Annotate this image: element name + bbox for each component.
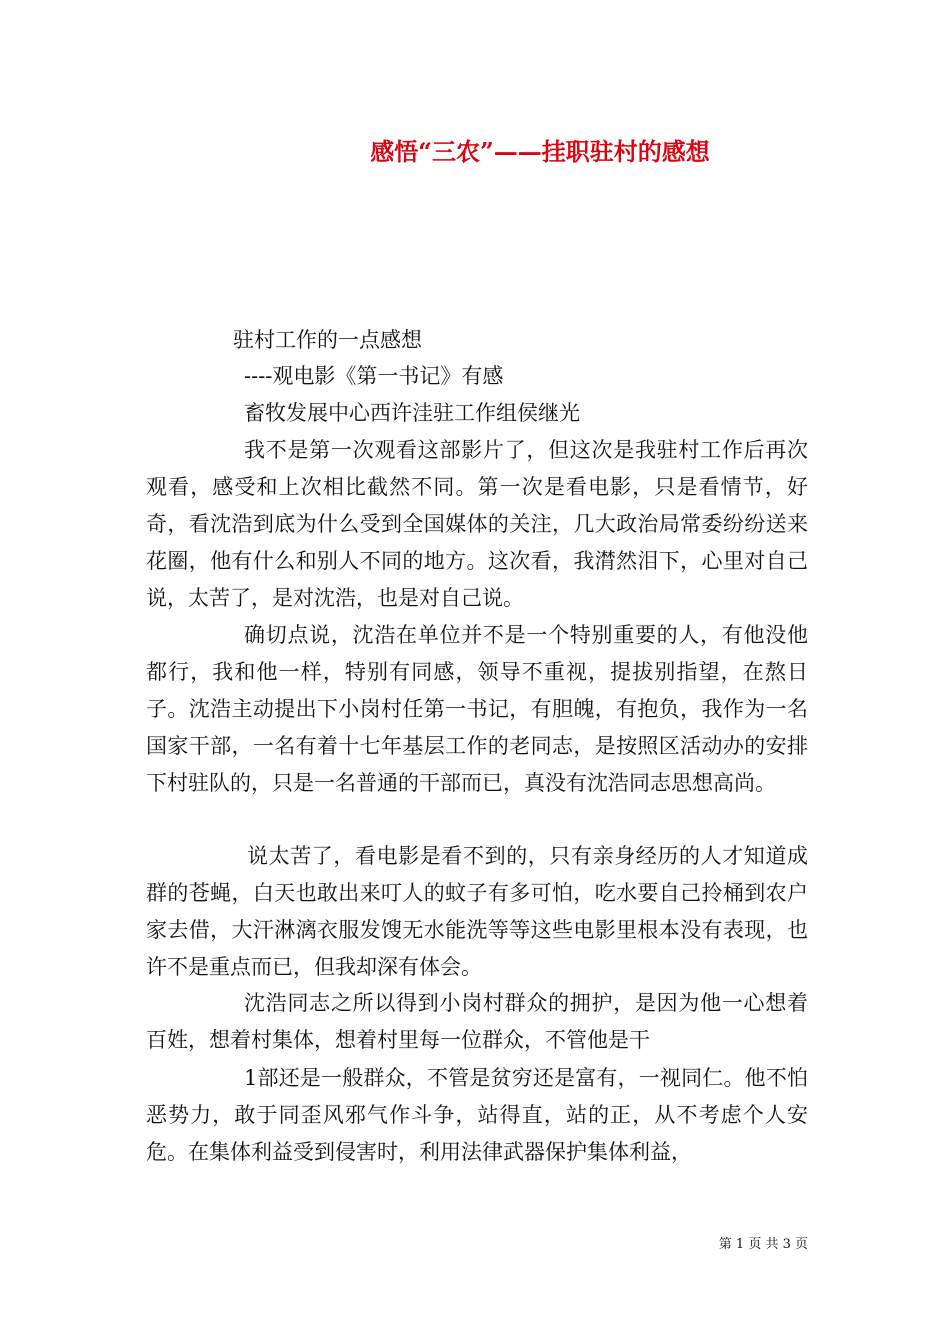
paragraph-4-text: 沈浩同志之所以得到小岗村群众的拥护，是因为他一心想着百姓，想着村集体，想着村里每一位群众，不管他是干 <box>146 991 808 1052</box>
document-title: 感悟“三农”——挂职驻村的感想 <box>370 137 710 166</box>
heading-one: 驻村工作的一点感想 <box>233 328 422 352</box>
author-line: 畜牧发展中心西许洼驻工作组侯继光 <box>244 401 580 425</box>
paragraph-4 <box>146 985 808 1059</box>
paragraph-5-text: 1部还是一般群众，不管是贫穷还是富有，一视同仁。他不怕恶势力，敢于同歪风邪气作斗争，站得直，站的正，从不考虑个人安危。在集体利益受到侵害时，利用法律武器保护集体利益， <box>146 1066 808 1164</box>
paragraph-2-text: 确切点说，沈浩在单位并不是一个特别重要的人，有他没他都行，我和他一样，特别有同感，领导不重视，提拔别指望，在熬日子。沈浩主动提出下小岗村任第一书记，有胆魄，有抱负，我作为一名国家干部，一名有着十七年基层工作的老同志，是按照区活动办的安排下村驻队的，只是一名普通的干部而已，真没有沈浩同志思想高尚。 <box>146 623 808 795</box>
paragraph-1 <box>146 432 808 617</box>
paragraph-3 <box>146 838 808 986</box>
paragraph-3-text: 说太苦了，看电影是看不到的，只有亲身经历的人才知道成群的苍蝇，白天也敢出来叮人的蚊子有多可怕，吃水要自己拎桶到农户家去借，大汗淋漓衣服发馊无水能洗等等这些电影里根本没有表现，也许不是重点而已，但我却深有体会。 <box>146 844 808 979</box>
page-footer: 第 1 页 共 3 页 <box>718 1237 808 1252</box>
heading-two: ----观电影《第一书记》有感 <box>244 364 504 388</box>
paragraph-2 <box>146 617 808 802</box>
paragraph-1-text: 我不是第一次观看这部影片了，但这次是我驻村工作后再次观看，感受和上次相比截然不同。第一次是看电影，只是看情节，好奇，看沈浩到底为什么受到全国媒体的关注，几大政治局常委纷纷送来花圈，他有什么和别人不同的地方。这次看，我潸然泪下，心里对自己说，太苦了，是对沈浩，也是对自己说。 <box>146 438 808 610</box>
paragraph-5 <box>146 1060 808 1171</box>
